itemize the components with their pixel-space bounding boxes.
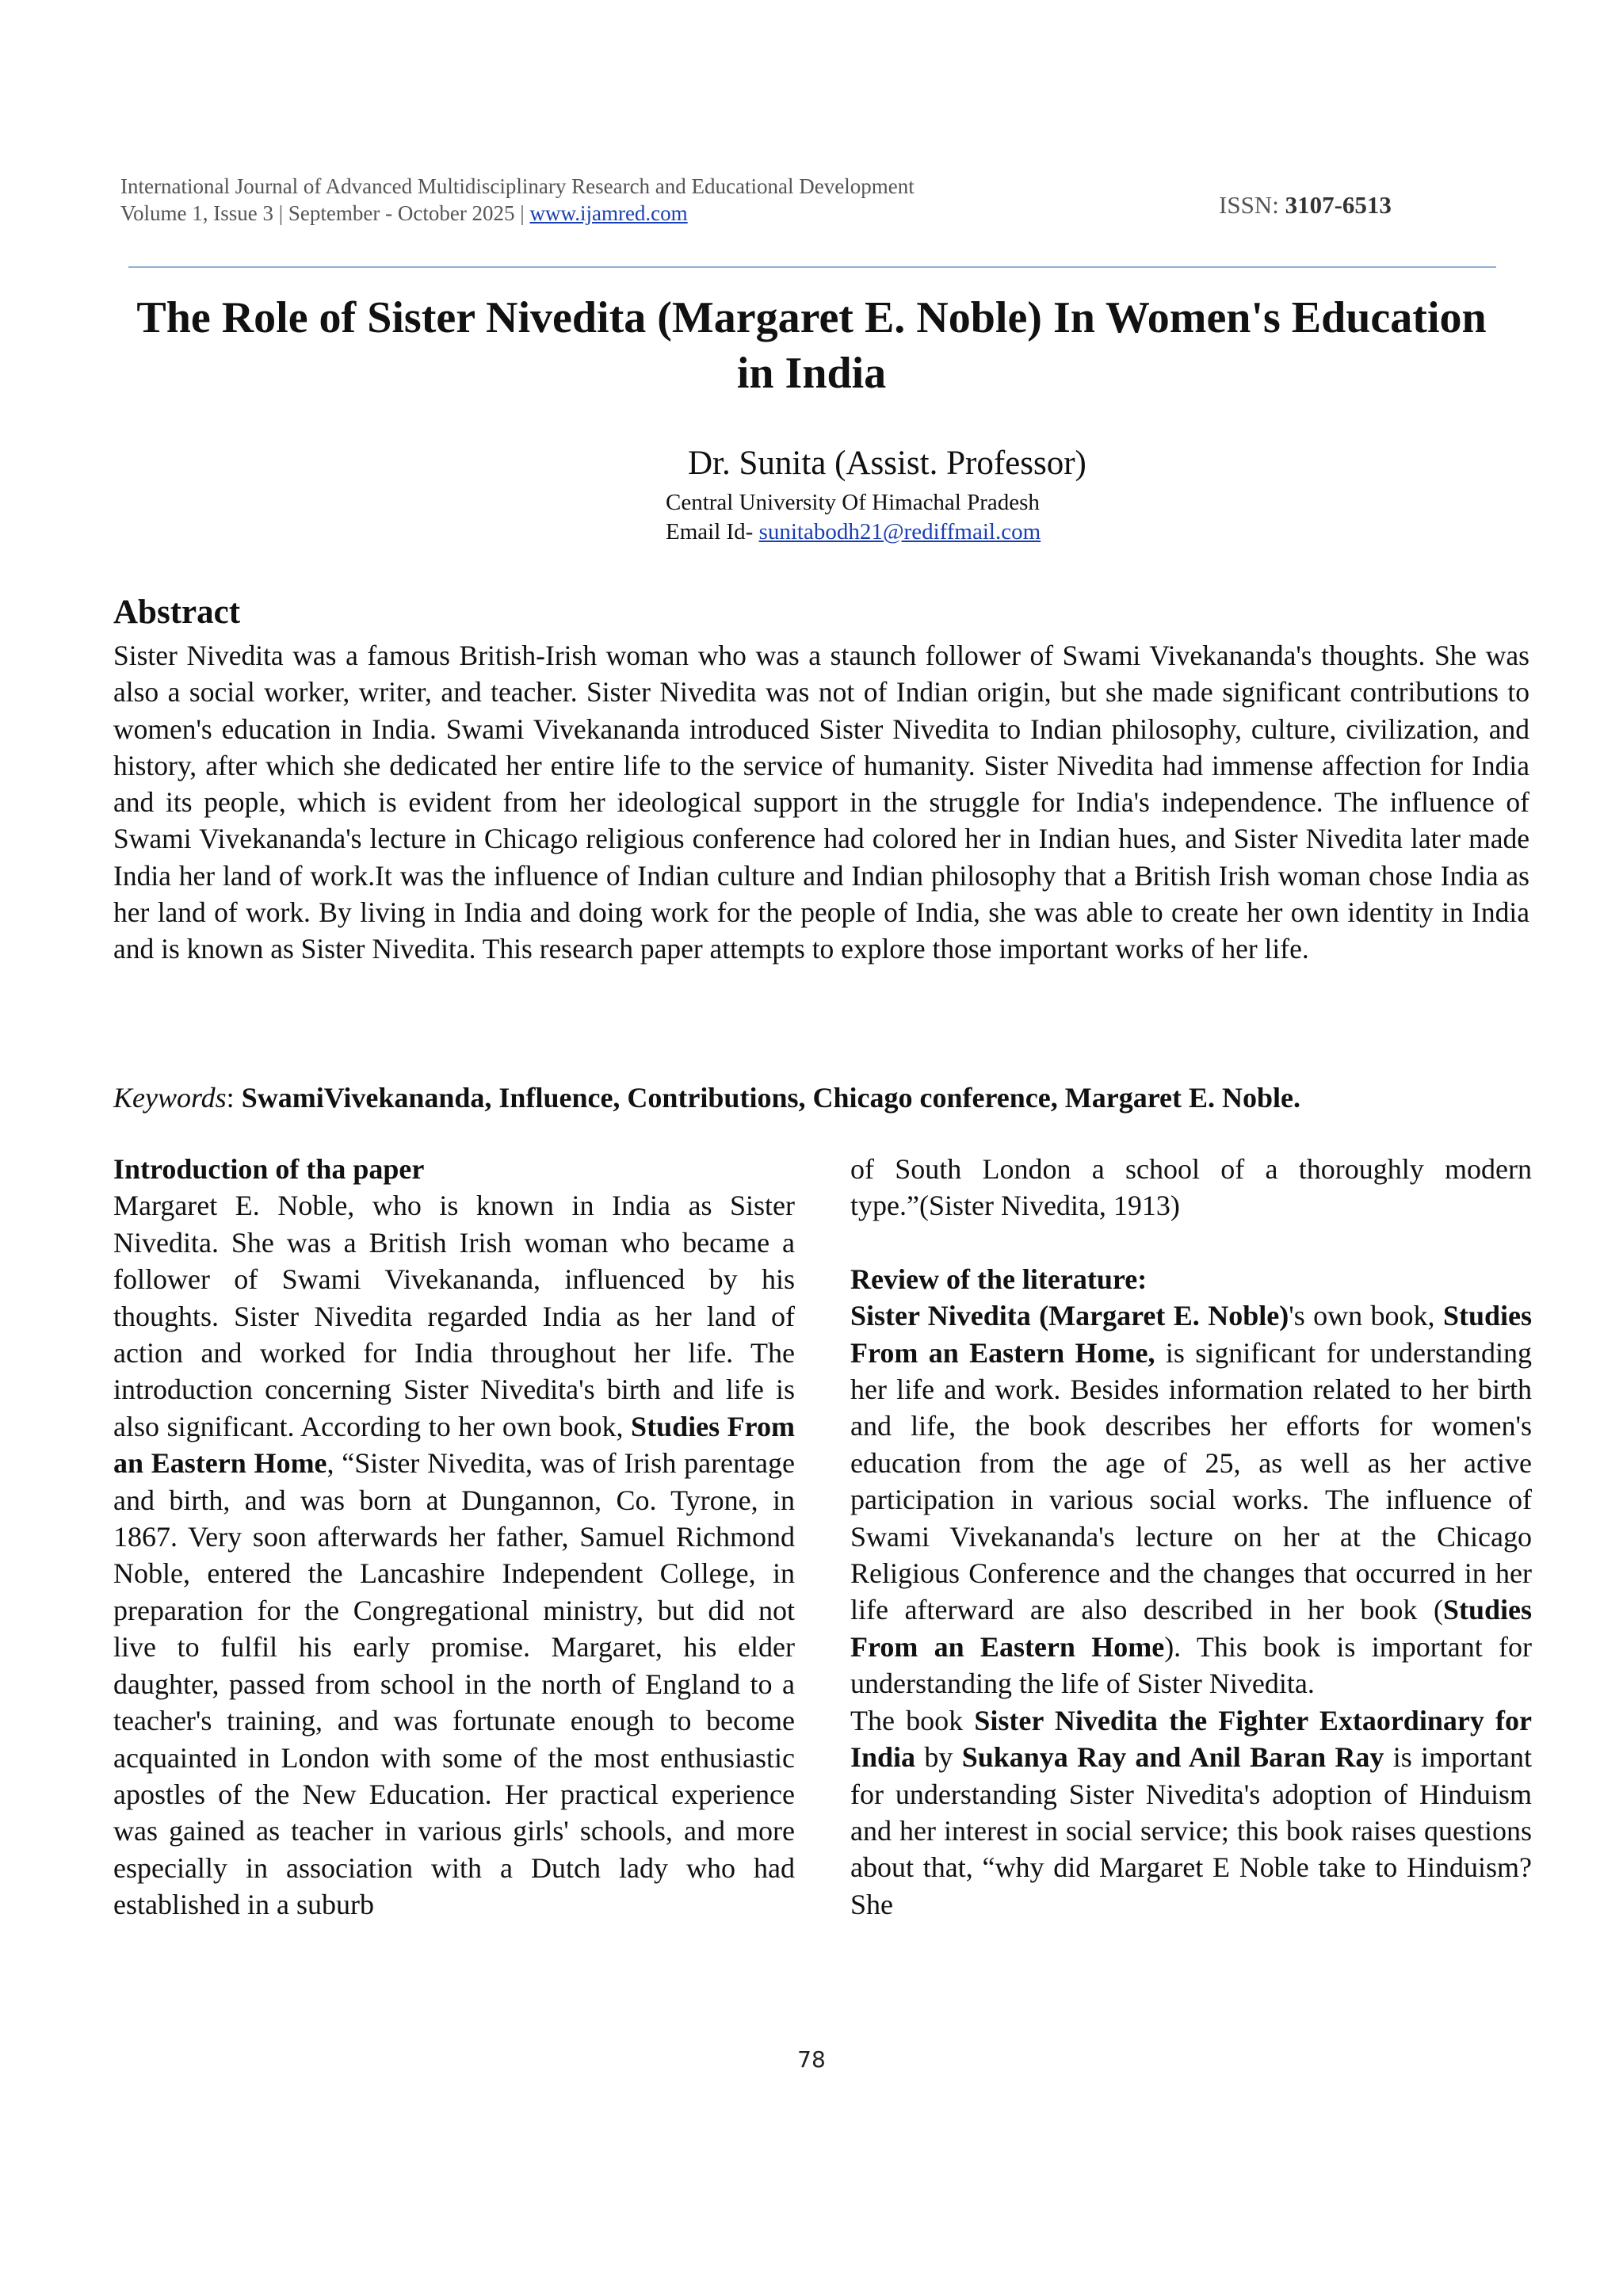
review-p2-book: Sister Nivedita the Fighter Extaordinary for India (850, 1704, 1533, 1774)
abstract-heading: Abstract (113, 594, 241, 631)
author-affiliation: Central University Of Himachal Pradesh (666, 490, 1040, 515)
journal-issue-line (120, 200, 1056, 227)
email-label: Email Id- (666, 519, 759, 544)
review-p1-text-2: is significant for understanding her life and work. Besides information related to her birth and life, the book describes her efforts for women's education from the age of 25, as well as her active participation in various social works. The influence of Swami Vivekananda's lecture on her at the Chicago Religious Conference and the changes that occurred in her life afterward are also described in her book ( (850, 1336, 1532, 1626)
abstract-text: Sister Nivedita was a famous British-Irish woman who was a staunch follower of Swami Vivekananda's thoughts. She was also a social worker, writer, and teacher. Sister Nivedita was not of Indian origin, but she made significant contributions to women's education in India. Swami Vivekananda introduced Sister Nivedita to Indian philosophy, culture, civilization, and history, after which she dedicated her entire life to the service of humanity. Sister Nivedita had immense affection for India and its people, which is evident from her ideological support in the struggle for India's independence. The influence of Swami Vivekananda's lecture in Chicago religious conference had colored her in Indian hues, and Sister Nivedita later made India her land of work.It was the influence of Indian culture and Indian philosophy that a British Irish woman chose India as her land of work. By living in India and doing work for the people of India, she was able to create her own identity in India and is known as Sister Nivedita. This research paper attempts to explore those important works of her life. (113, 640, 1529, 965)
issn-label: ISSN: (1219, 191, 1285, 219)
journal-website-link[interactable]: www.ijamred.com (529, 201, 688, 225)
review-p1-book: Studies From an Eastern Home, (850, 1300, 1532, 1369)
intro-book-title: Studies From an Eastern Home (113, 1410, 795, 1480)
keywords-label: Keywords (113, 1082, 227, 1114)
right-column (850, 1151, 1532, 1923)
intro-text-1: Margaret E. Noble, who is known in India as Sister Nivedita. She was a British Irish woman who became a follower of Swami Vivekananda, influenced by his thoughts. Sister Nivedita regarded India as her land of action and worked for India throughout her life. The introduction concerning Sister Nivedita's birth and life is also significant. According to her own book, (113, 1190, 795, 1442)
keywords-separator: : (226, 1082, 242, 1114)
introduction-continuation: of South London a school of a thoroughly modern type.”(Sister Nivedita, 1913) (850, 1153, 1532, 1222)
review-p2-by: by (915, 1741, 962, 1774)
review-p2-text-2: is important for understanding Sister Nivedita's adoption of Hinduism and her interest in social service; this book raises questions about that, “why did Margaret E Noble take to Hinduism? She (850, 1741, 1532, 1920)
review-p1-book-2: Studies From an Eastern Home (850, 1594, 1532, 1663)
header-divider (128, 266, 1496, 268)
issn (1219, 191, 1392, 220)
intro-text-2: , “Sister Nivedita, was of Irish parentage and birth, and was born at Dungannon, Co. Tyrone, in 1867. Very soon afterwards her father, Samuel Richmond Noble, entered the Lancashire Independent College, in preparation for the Congregational ministry, but did not live to fulfil his early promise. Margaret, his elder daughter, passed from school in the north of England to a teacher's training, and was fortunate enough to become acquainted in London with some of the most enthusiastic apostles of the New Education. Her practical experience was gained as teacher in various girls' schools, and more especially in association with a Dutch lady who had established in a suburb (113, 1447, 795, 1921)
review-heading: Review of the literature: (850, 1263, 1148, 1295)
review-paragraph-2 (850, 1702, 1532, 1923)
journal-header (120, 173, 1056, 227)
paragraph-gap (850, 1224, 1532, 1261)
review-paragraph-1 (850, 1297, 1532, 1702)
email-link[interactable]: sunitabodh21@rediffmail.com (758, 519, 1041, 544)
page-number: 78 (797, 2046, 826, 2073)
introduction-paragraph (113, 1187, 795, 1923)
review-p1-text-3: ). This book is important for understanding the life of Sister Nivedita. (850, 1630, 1532, 1700)
introduction-heading: Introduction of tha paper (113, 1153, 425, 1185)
keywords-values: SwamiVivekananda, Influence, Contributions, Chicago conference, Margaret E. Noble. (241, 1082, 1300, 1114)
review-p1-name: Sister Nivedita (Margaret E. Noble) (850, 1300, 1289, 1332)
review-p2-authors: Sukanya Ray and Anil Baran Ray (961, 1741, 1384, 1774)
author-name: Dr. Sunita (Assist. Professor) (688, 445, 1086, 482)
author-email (666, 518, 1041, 546)
keywords (113, 1079, 1532, 1116)
left-column (113, 1151, 795, 1924)
journal-name: International Journal of Advanced Multidisciplinary Research and Educational Development (120, 174, 915, 198)
review-p1-text-1: 's own book, (1289, 1300, 1443, 1332)
issn-value: 3107-6513 (1285, 191, 1392, 219)
review-p2-text-1: The book (850, 1704, 975, 1736)
paper-title: The Role of Sister Nivedita (Margaret E. Noble) In Women's Education in India (136, 293, 1487, 398)
volume-issue: Volume 1, Issue 3 | September - October 2025 | (120, 201, 530, 225)
